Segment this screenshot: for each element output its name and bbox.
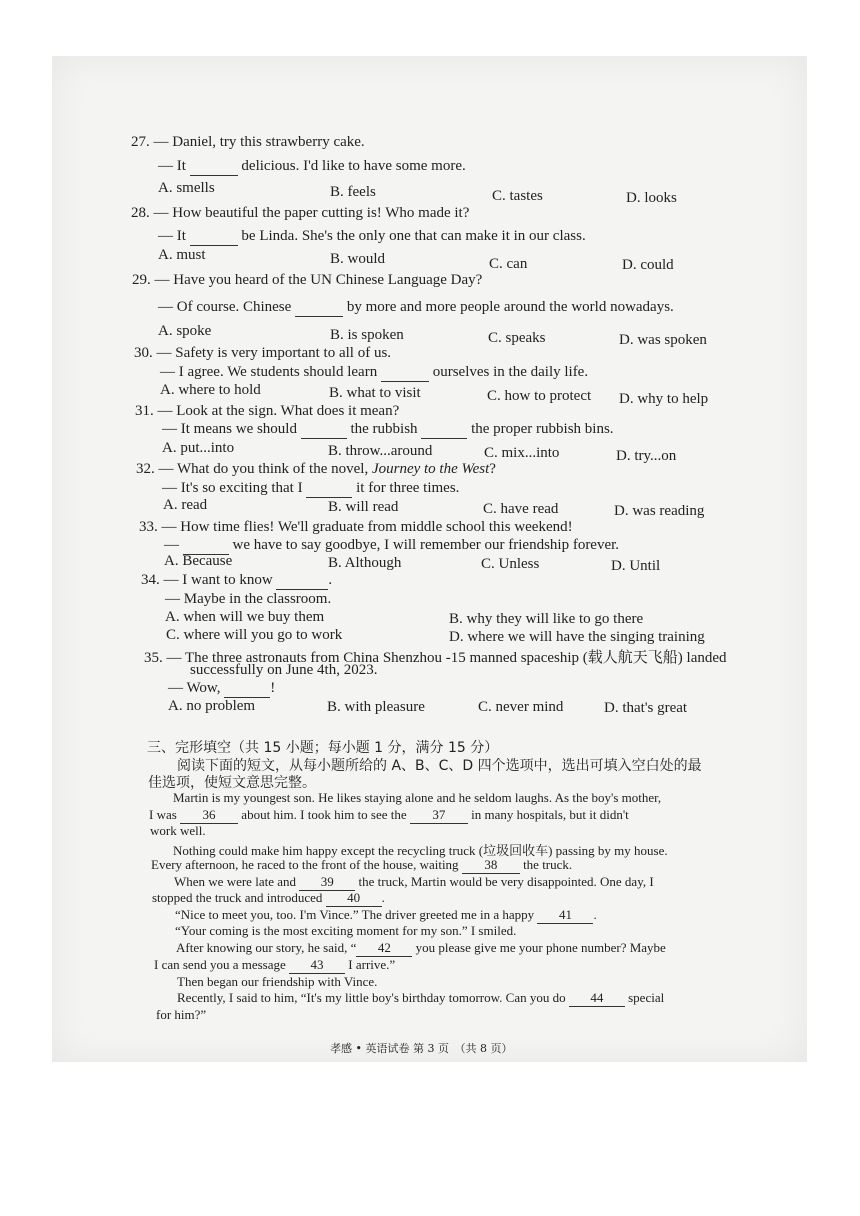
blank-43[interactable]: 43 xyxy=(289,957,345,974)
q27-option-c: C. tastes xyxy=(492,188,543,204)
q35-option-b: B. with pleasure xyxy=(327,699,425,715)
q28-option-a: A. must xyxy=(158,247,206,263)
q35-reply: — Wow, ! xyxy=(168,680,276,696)
q34-option-a: A. when will we buy them xyxy=(165,609,325,625)
q34-option-b: B. why they will like to go there xyxy=(449,611,644,627)
q27-prompt: 27. — Daniel, try this strawberry cake. xyxy=(131,134,365,150)
blank-36[interactable]: 36 xyxy=(180,807,238,824)
q32-option-c: C. have read xyxy=(483,501,559,517)
q28-prompt: 28. — How beautiful the paper cutting is! Who made it? xyxy=(131,205,470,221)
passage-line: “Nice to meet you, too. I'm Vince.” The driver greeted me in a happy 41 . xyxy=(175,907,597,922)
q30-reply: — I agree. We students should learn ourselves in the daily life. xyxy=(160,364,589,380)
q32-reply: — It's so exciting that I it for three times. xyxy=(162,480,460,496)
q28-option-c: C. can xyxy=(489,256,528,272)
q29-option-a: A. spoke xyxy=(158,323,212,339)
passage-line: When we were late and 39 the truck, Martin would be very disappointed. One day, I xyxy=(174,874,654,889)
q31-option-b: B. throw...around xyxy=(328,443,433,459)
passage-line: Nothing could make him happy except the recycling truck (垃圾回收车) passing by my house. xyxy=(173,843,668,858)
blank-42[interactable]: 42 xyxy=(356,940,412,957)
q32-option-d: D. was reading xyxy=(614,503,705,519)
q32-option-a: A. read xyxy=(163,497,208,513)
q30-option-c: C. how to protect xyxy=(487,388,592,404)
q32-prompt: 32. — What do you think of the novel, Journey to the West? xyxy=(136,461,496,477)
passage-line: “Your coming is the most exciting moment for my son.” I smiled. xyxy=(175,923,517,938)
q34-option-d: D. where we will have the singing training xyxy=(449,629,705,645)
q29-option-b: B. is spoken xyxy=(330,327,404,343)
passage-line: Every afternoon, he raced to the front of the house, waiting 38 the truck. xyxy=(151,857,573,872)
q30-option-b: B. what to visit xyxy=(329,385,421,401)
q35-option-d: D. that's great xyxy=(604,700,688,716)
passage-line: Recently, I said to him, “It's my little boy's birthday tomorrow. Can you do 44 special xyxy=(177,990,665,1005)
page-footer: 孝感 • 英语试卷 第 3 页 （共 8 页） xyxy=(330,1042,513,1055)
q28-option-b: B. would xyxy=(330,251,386,267)
q35-option-a: A. no problem xyxy=(168,698,256,714)
section-3-instructions: 阅读下面的短文，从每小题所给的 A、B、C、D 四个选项中，选出可填入空白处的最 xyxy=(177,758,702,774)
q29-reply: — Of course. Chinese by more and more people around the world nowadays. xyxy=(158,299,674,315)
q30-option-a: A. where to hold xyxy=(160,382,261,398)
q33-reply: — we have to say goodbye, I will remember our friendship forever. xyxy=(164,537,620,553)
q29-option-c: C. speaks xyxy=(488,330,546,346)
q34-reply: — Maybe in the classroom. xyxy=(165,591,332,607)
q27-option-d: D. looks xyxy=(626,190,677,206)
q35-prompt-cont: successfully on June 4th, 2023. xyxy=(190,662,378,678)
passage-line: stopped the truck and introduced 40 . xyxy=(152,890,385,905)
blank-38[interactable]: 38 xyxy=(462,857,520,874)
q31-reply: — It means we should the rubbish the proper rubbish bins. xyxy=(162,421,614,437)
q32-option-b: B. will read xyxy=(328,499,399,515)
blank-39[interactable]: 39 xyxy=(299,874,355,891)
q33-prompt: 33. — How time flies! We'll graduate from middle school this weekend! xyxy=(139,519,573,535)
q28-option-d: D. could xyxy=(622,257,674,273)
q31-option-a: A. put...into xyxy=(162,440,235,456)
q33-option-a: A. Because xyxy=(164,553,233,569)
q29-prompt: 29. — Have you heard of the UN Chinese Language Day? xyxy=(132,272,483,288)
q27-option-a: A. smells xyxy=(158,180,215,196)
q35-option-c: C. never mind xyxy=(478,699,564,715)
blank-44[interactable]: 44 xyxy=(569,990,625,1007)
passage-line: After knowing our story, he said, “ 42 you please give me your phone number? Maybe xyxy=(176,940,666,955)
q31-option-c: C. mix...into xyxy=(484,445,560,461)
q35-prompt: 35. — The three astronauts from China Shenzhou -15 manned spaceship (载人航天飞船) landed xyxy=(144,650,727,666)
q30-prompt: 30. — Safety is very important to all of us. xyxy=(134,345,392,361)
section-3-title: 三、完形填空（共 15 小题；每小题 1 分，满分 15 分） xyxy=(147,740,499,756)
passage-line: I was 36 about him. I took him to see the 37 in many hospitals, but it didn't xyxy=(149,807,629,822)
q33-option-c: C. Unless xyxy=(481,556,540,572)
q34-option-c: C. where will you go to work xyxy=(166,627,343,643)
q31-option-d: D. try...on xyxy=(616,448,677,464)
q28-reply: — It be Linda. She's the only one that can make it in our class. xyxy=(158,228,586,244)
blank-41[interactable]: 41 xyxy=(537,907,593,924)
passage-line: Then began our friendship with Vince. xyxy=(177,974,378,989)
passage-line: for him?” xyxy=(156,1007,207,1022)
q34-prompt: 34. — I want to know . xyxy=(141,572,333,588)
q27-reply: — It delicious. I'd like to have some more. xyxy=(158,158,466,174)
novel-title: Journey to the West xyxy=(371,461,490,477)
passage-line: Martin is my youngest son. He likes staying alone and he seldom laughs. As the boy's mother, xyxy=(173,790,662,805)
q27-option-b: B. feels xyxy=(330,184,376,200)
q33-option-d: D. Until xyxy=(611,558,661,574)
passage-line: I can send you a message 43 I arrive.” xyxy=(154,957,396,972)
q29-option-d: D. was spoken xyxy=(619,332,707,348)
blank-37[interactable]: 37 xyxy=(410,807,468,824)
blank-40[interactable]: 40 xyxy=(326,890,382,907)
q31-prompt: 31. — Look at the sign. What does it mean? xyxy=(135,403,400,419)
passage-line: work well. xyxy=(150,823,206,838)
q30-option-d: D. why to help xyxy=(619,391,709,407)
section-3-instructions-cont: 佳选项，使短文意思完整。 xyxy=(148,775,316,791)
q33-option-b: B. Although xyxy=(328,555,402,571)
